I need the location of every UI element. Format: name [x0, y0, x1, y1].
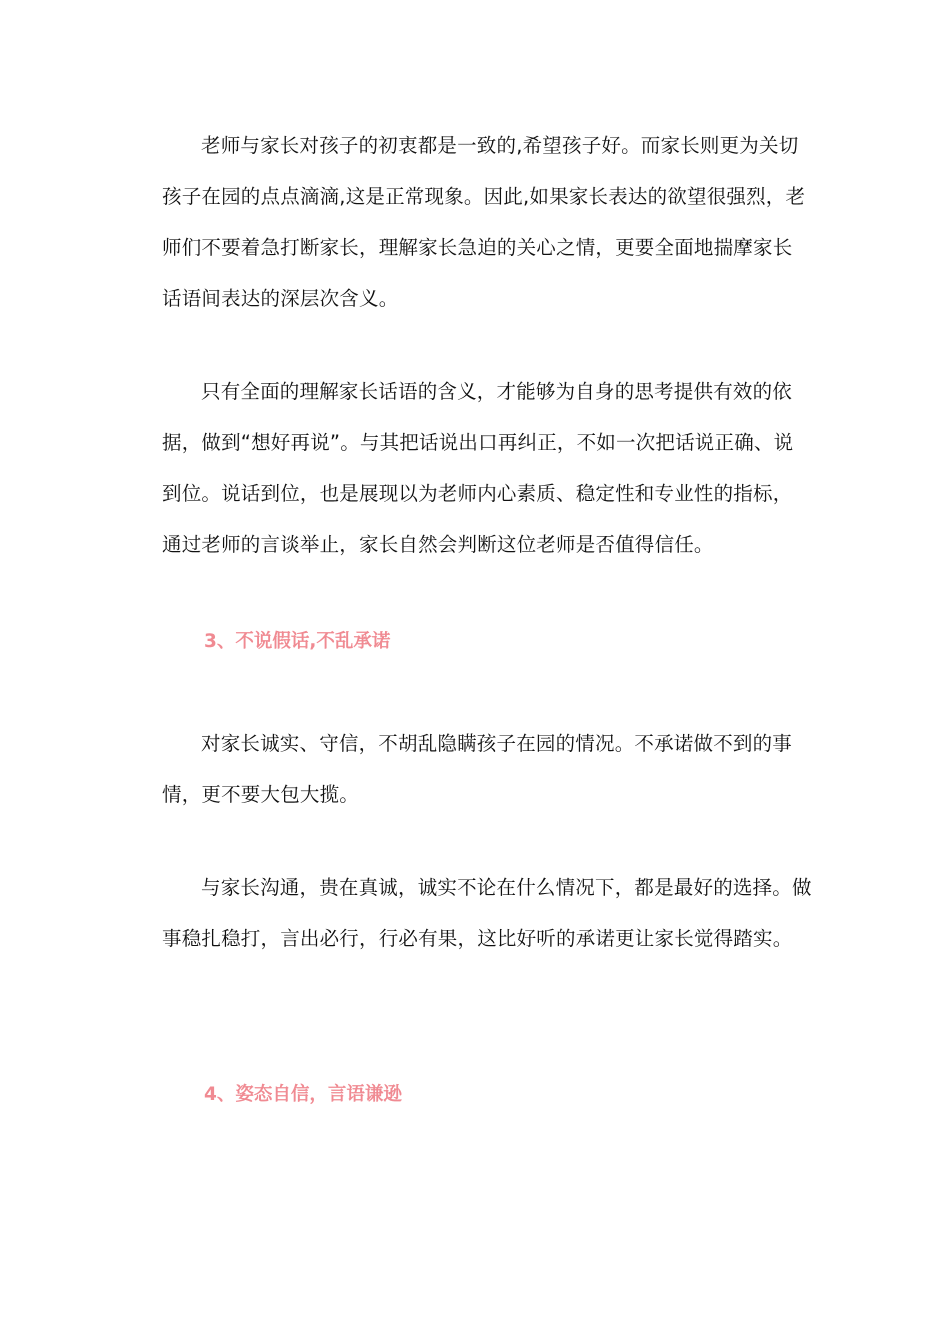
paragraph-2: 只有全面的理解家长话语的含义，才能够为自身的思考提供有效的依据，做到“想好再说”。与其把话说出口再纠正，不如一次把话说正确、说到位。说话到位，也是展现以为老师内心素质、稳定性和专业性的指标，通过老师的言谈举止，家长自然会判断这位老师是否值得信任。	[162, 380, 794, 556]
section-heading-4: 4、姿态自信，言语谦逊	[204, 1084, 402, 1105]
section-heading-3: 3、不说假话,不乱承诺	[204, 631, 391, 652]
paragraph-1: 老师与家长对孩子的初衷都是一致的,希望孩子好。而家长则更为关切孩子在园的点点滴滴,这是正常现象。因此,如果家长表达的欲望很强烈，老师们不要着急打断家长，理解家长急迫的关心之情，更要全面地揣摩家长话语间表达的深层次含义。	[162, 134, 806, 310]
paragraph-4: 与家长沟通，贵在真诚，诚实不论在什么情况下，都是最好的选择。做事稳扎稳打，言出必行，行必有果，这比好听的承诺更让家长觉得踏实。	[162, 876, 812, 950]
paragraph-3: 对家长诚实、守信，不胡乱隐瞒孩子在园的情况。不承诺做不到的事情，更不要大包大揽。	[162, 732, 793, 806]
